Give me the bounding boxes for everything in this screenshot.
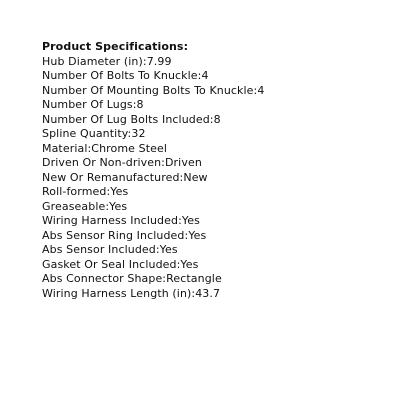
spec-abs-connector-shape: Abs Connector Shape:Rectangle (42, 272, 222, 285)
specifications-heading: Product Specifications: (42, 40, 189, 53)
spec-abs-sensor-ring-included: Abs Sensor Ring Included:Yes (42, 228, 207, 242)
spec-number-of-lugs: Number Of Lugs:8 (42, 98, 144, 111)
spec-driven: Driven Or Non-driven:Driven (42, 156, 202, 169)
spec-new-or-remanufactured: New Or Remanufactured:New (42, 170, 208, 184)
spec-list (42, 55, 392, 302)
spec-gasket-or-seal-included: Gasket Or Seal Included:Yes (42, 257, 199, 271)
spec-spline-quantity: Spline Quantity:32 (42, 127, 146, 140)
spec-roll-formed: Roll-formed:Yes (42, 185, 129, 198)
product-specifications (42, 40, 392, 301)
spec-material: Material:Chrome Steel (42, 141, 168, 155)
spec-wiring-harness-included: Wiring Harness Included:Yes (42, 214, 200, 227)
spec-greaseable: Greaseable:Yes (42, 199, 128, 213)
spec-bolts-to-knuckle: Number Of Bolts To Knuckle:4 (42, 69, 209, 82)
spec-wiring-harness-length: Wiring Harness Length (in):43.7 (42, 286, 221, 300)
spec-mounting-bolts-to-knuckle: Number Of Mounting Bolts To Knuckle:4 (42, 83, 265, 97)
spec-abs-sensor-included: Abs Sensor Included:Yes (42, 243, 178, 256)
spec-lug-bolts-included: Number Of Lug Bolts Included:8 (42, 112, 221, 126)
spec-hub-diameter: Hub Diameter (in):7.99 (42, 54, 172, 68)
